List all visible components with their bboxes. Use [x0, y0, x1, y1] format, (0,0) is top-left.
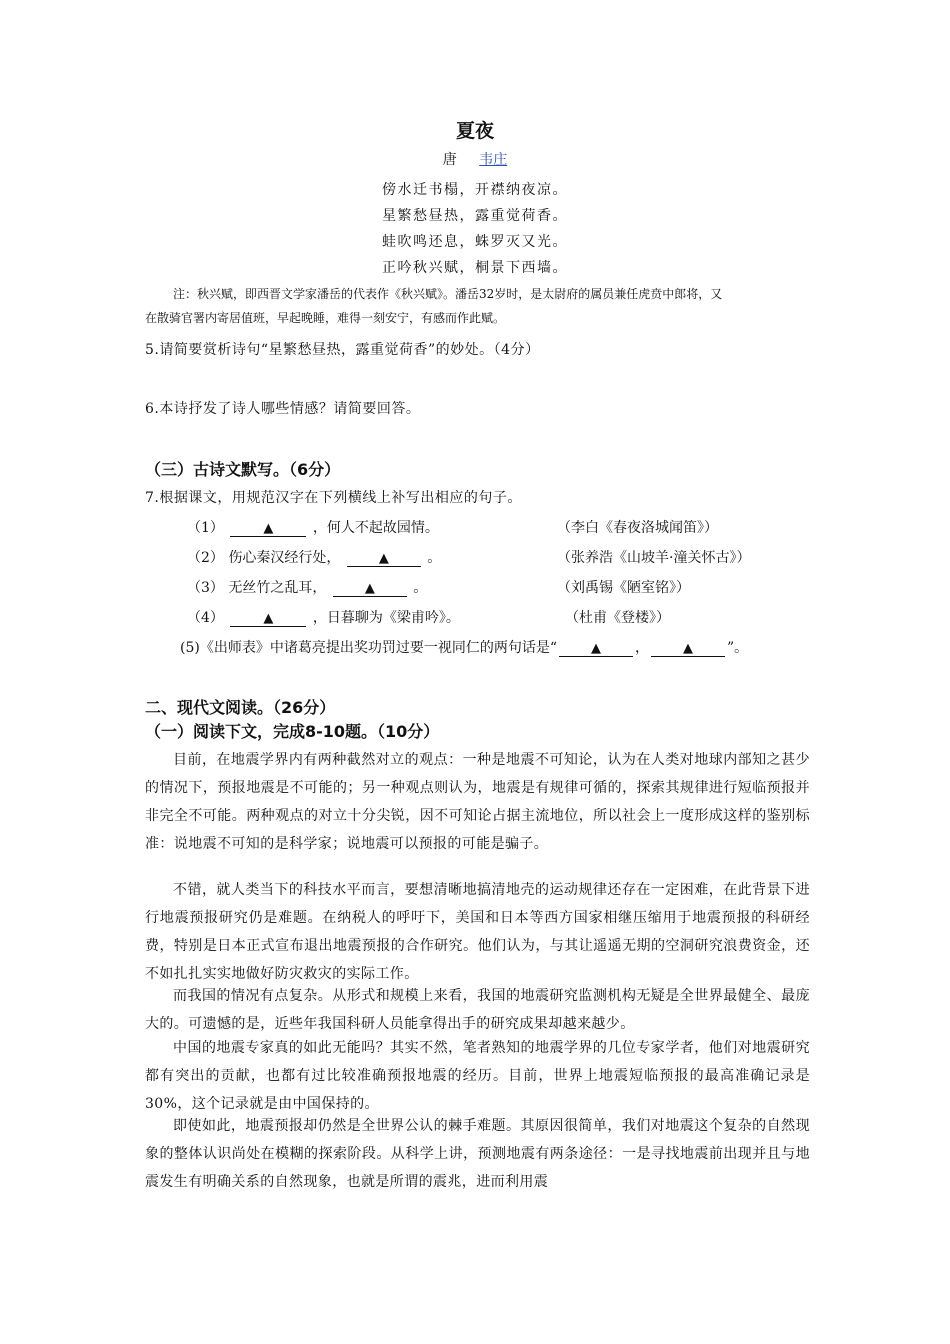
passage-paragraph: 不错，就人类当下的科技水平而言，要想清晰地搞清地壳的运动规律还存在一定困难，在此背景下进行地震预报研究仍是难题。在纳税人的呼吁下，美国和日本等西方国家相继压缩用于地震预报的科研经费，特别是日本正式宣布退出地震预报的合作研究。他们认为，与其让遥遥无期的空洞研究浪费资金，还不如扎扎实实地做好防灾救灾的实际工作。	[145, 882, 810, 982]
part-2-subheading: （一）阅读下文，完成8-10题。（10分）	[145, 722, 440, 741]
fill-item-5	[180, 637, 840, 657]
item-text: ”。	[727, 640, 749, 656]
poem-byline	[0, 149, 950, 169]
fill-item-2	[187, 547, 827, 567]
answer-blank[interactable]	[651, 641, 725, 657]
triangle-icon: ▲	[378, 551, 389, 566]
triangle-icon: ▲	[364, 581, 375, 596]
fill-item-1	[187, 517, 807, 537]
passage-paragraph: 目前，在地震学界内有两种截然对立的观点：一种是地震不可知论，认为在人类对地球内部知之甚少的情况下，预报地震是不可能的；另一种观点则认为，地震是有规律可循的，探索其规律进行短临预报并非完全不可能。两种观点的对立十分尖锐，因不可知论占据主流地位，所以社会上一度形成这样的鉴别标准：说地震不可知的是科学家；说地震可以预报的可能是骗子。	[145, 752, 810, 852]
item-source: （杜甫《登楼》）	[565, 610, 670, 626]
poem-note-line: 在散骑官署内寄居值班，早起晚睡，难得一刻安宁，有感而作此赋。	[145, 311, 506, 325]
poem-note	[145, 282, 825, 330]
question-7: 7.根据课文，用规范汉字在下列横线上补写出相应的句子。	[145, 490, 522, 506]
poem-line: 傍水迁书榻，开襟纳夜凉。	[382, 182, 568, 198]
item-text: ，	[635, 640, 649, 656]
item-text: 。	[427, 550, 442, 566]
passage-paragraph: 即使如此，地震预报却仍然是全世界公认的棘手难题。其原因很简单，我们对地震这个复杂的自然现象的整体认识尚处在模糊的探索阶段。从科学上讲，预测地震有两条途径：一是寻找地震前出现并且与地震发生有明确关系的自然现象，也就是所谓的震兆，进而利用震	[145, 1118, 810, 1190]
item-text: ，何人不起故园情。	[312, 520, 439, 536]
answer-blank[interactable]	[230, 521, 306, 537]
item-text: 无丝竹之乱耳，	[228, 580, 327, 596]
answer-blank[interactable]	[333, 581, 407, 597]
answer-blank[interactable]	[230, 611, 306, 627]
item-text: 伤心秦汉经行处，	[228, 550, 341, 566]
poem-note-line: 注：秋兴赋，即西晋文学家潘岳的代表作《秋兴赋》。潘岳32岁时，是太尉府的属员兼任虎贲中郎将，又	[173, 287, 723, 301]
fill-item-3	[187, 577, 807, 597]
passage-paragraph: 中国的地震专家真的如此无能吗？其实不然，笔者熟知的地震学界的几位专家学者，他们对地震研究都有突出的贡献，也都有过比较准确预报地震的经历。目前，世界上地震短临预报的最高准确记录是30%，这个记录就是由中国保持的。	[145, 1040, 810, 1112]
answer-blank[interactable]	[559, 641, 633, 657]
item-source: （李白《春夜洛城闻笛》）	[557, 520, 718, 536]
fill-item-4	[187, 607, 807, 627]
question-5: 5.请简要赏析诗句“星繁愁昼热，露重觉荷香”的妙处。（4分）	[145, 342, 540, 358]
item-text: 。	[413, 580, 428, 596]
poem-line: 正吟秋兴赋，桐景下西墙。	[382, 260, 568, 276]
triangle-icon: ▲	[683, 641, 693, 656]
poem-dynasty: 唐	[442, 152, 457, 168]
item-source: （张养浩《山坡羊·潼关怀古》）	[557, 550, 751, 566]
triangle-icon: ▲	[263, 611, 274, 626]
item-number: （4）	[187, 610, 224, 626]
poem-title: 夏夜	[455, 120, 494, 142]
item-source: （刘禹锡《陋室铭》）	[557, 580, 690, 596]
question-6: 6.本诗抒发了诗人哪些情感？请简要回答。	[145, 401, 421, 417]
part-2-heading: 二、现代文阅读。（26分）	[145, 698, 336, 717]
section-3-heading: （三）古诗文默写。（6分）	[145, 460, 341, 479]
item-text: ，日暮聊为《梁甫吟》。	[312, 610, 460, 626]
poem-line: 蛙吹鸣还息，蛛罗灭又光。	[382, 234, 568, 250]
poem-line: 星繁愁昼热，露重觉荷香。	[382, 208, 568, 224]
item-number: （1）	[187, 520, 224, 536]
poem-author-link[interactable]: 韦庄	[479, 152, 508, 168]
answer-blank[interactable]	[347, 551, 421, 567]
passage-paragraph: 而我国的情况有点复杂。从形式和规模上来看，我国的地震研究监测机构无疑是全世界最健全、最庞大的。可遗憾的是，近些年我国科研人员能拿得出手的研究成果却越来越少。	[145, 988, 810, 1032]
item-number: （3）	[187, 580, 224, 596]
item-text: (5)《出师表》中诸葛亮提出奖功罚过要一视同仁的两句话是“	[180, 640, 557, 656]
item-number: （2）	[187, 550, 224, 566]
triangle-icon: ▲	[591, 641, 601, 656]
triangle-icon: ▲	[263, 521, 274, 536]
